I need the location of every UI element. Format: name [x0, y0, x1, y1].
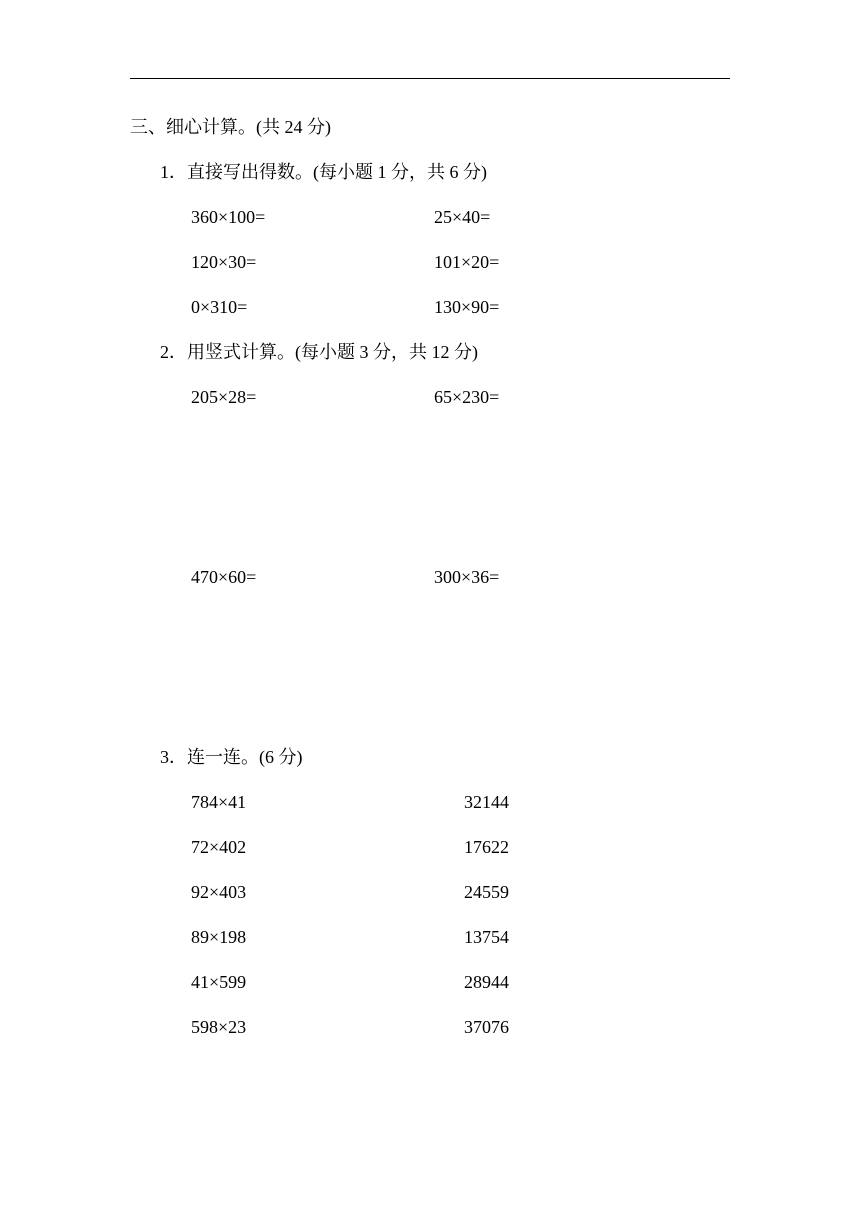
q1-item: 130×90= [434, 297, 500, 317]
q2-heading: 2．用竖式计算。(每小题 3 分，共 12 分) [160, 342, 478, 362]
q3-right-item: 24559 [464, 882, 509, 902]
q3-left-item: 41×599 [191, 972, 247, 992]
q3-right-item: 32144 [464, 792, 509, 812]
q2-item: 65×230= [434, 387, 500, 407]
q3-left-item: 89×198 [191, 927, 247, 947]
q2-item: 470×60= [191, 567, 257, 587]
header-rule [130, 78, 730, 79]
q1-item: 120×30= [191, 252, 257, 272]
q3-right-item: 37076 [464, 1017, 509, 1037]
q2-item: 300×36= [434, 567, 500, 587]
q2-item: 205×28= [191, 387, 257, 407]
section-title: 三、细心计算。(共 24 分) [130, 117, 331, 137]
q3-heading: 3．连一连。(6 分) [160, 747, 303, 767]
q1-item: 0×310= [191, 297, 248, 317]
q3-left-item: 92×403 [191, 882, 247, 902]
q3-left-item: 784×41 [191, 792, 247, 812]
q3-right-item: 28944 [464, 972, 509, 992]
q1-heading: 1．直接写出得数。(每小题 1 分，共 6 分) [160, 162, 487, 182]
q1-item: 360×100= [191, 207, 266, 227]
q3-right-item: 13754 [464, 927, 509, 947]
q1-item: 25×40= [434, 207, 491, 227]
q1-item: 101×20= [434, 252, 500, 272]
q3-right-item: 17622 [464, 837, 509, 857]
q3-left-item: 598×23 [191, 1017, 247, 1037]
q3-left-item: 72×402 [191, 837, 247, 857]
